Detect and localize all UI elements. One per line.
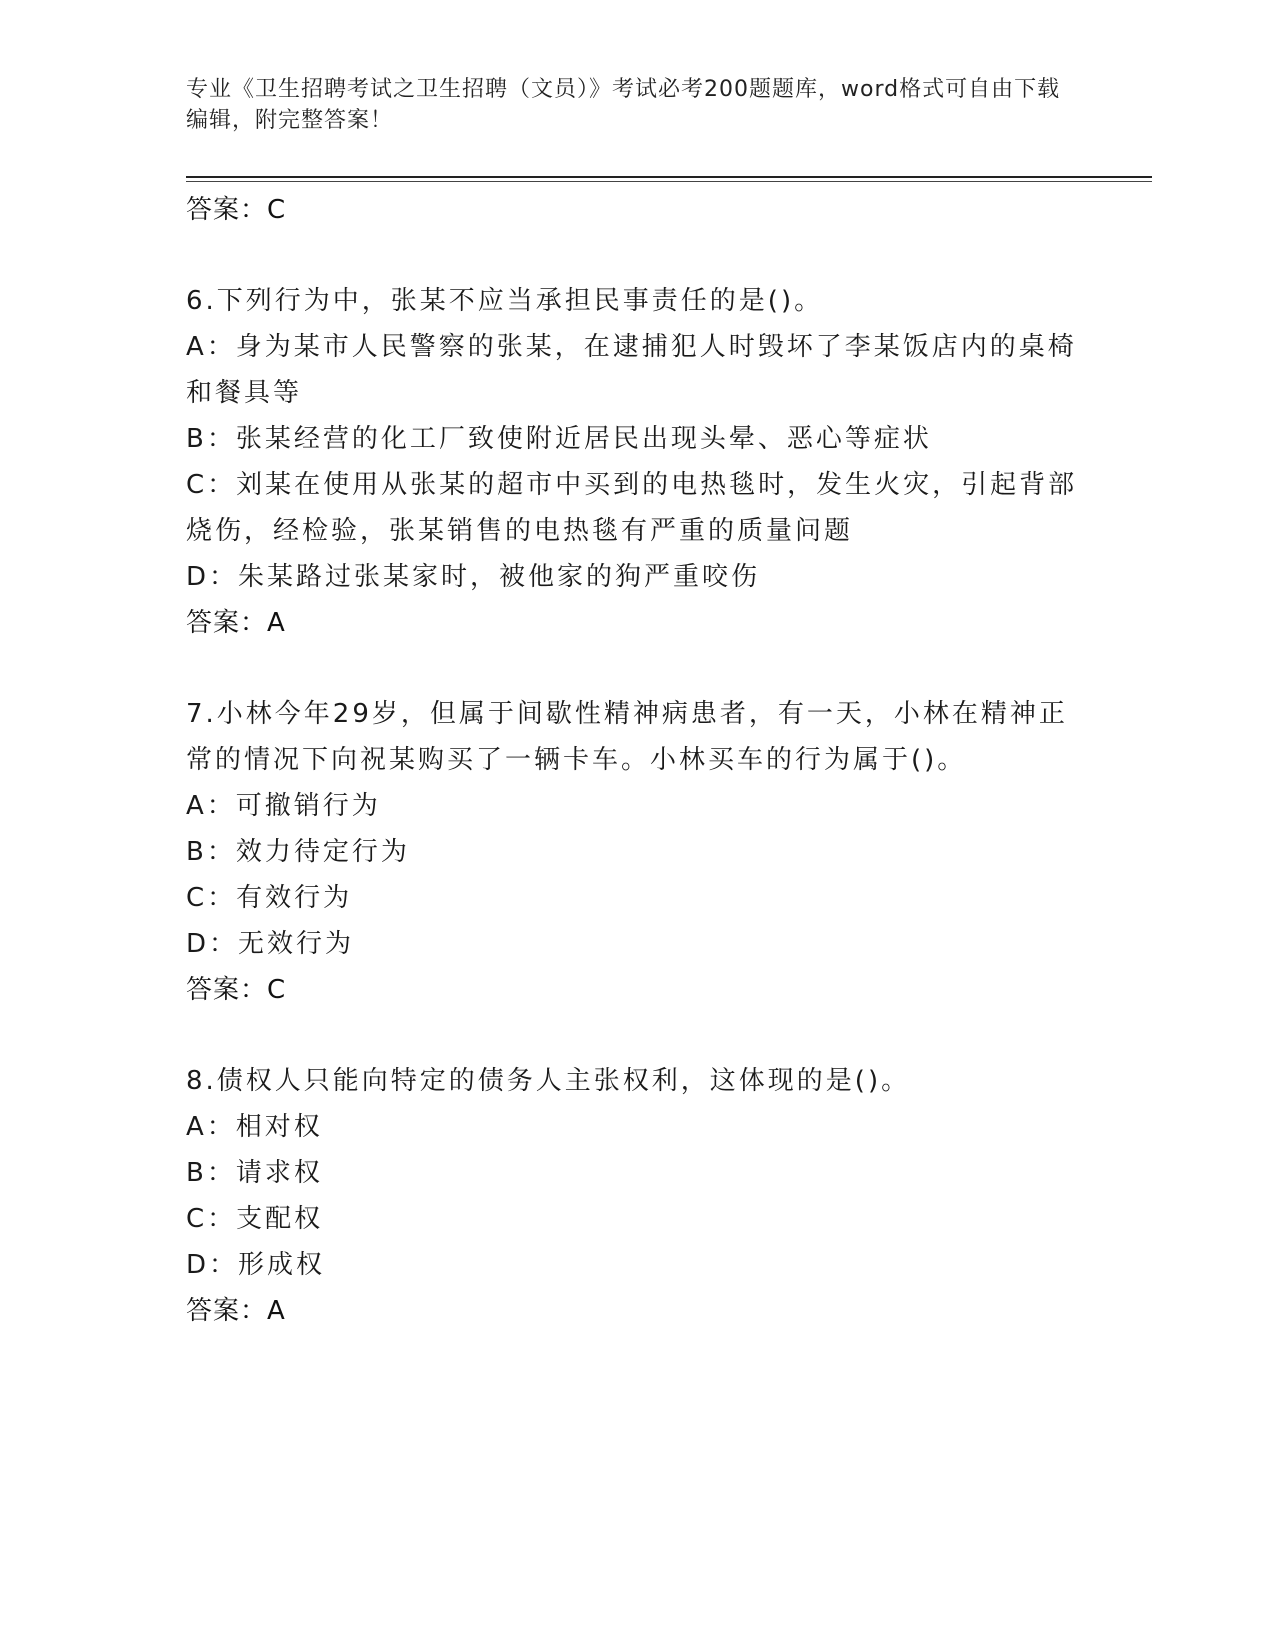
- option-c-continued: 烧伤，经检验，张某销售的电热毯有严重的质量问题: [186, 516, 854, 546]
- option-d: D：无效行为: [186, 929, 355, 959]
- option-a: A：身为某市人民警察的张某，在逮捕犯人时毁坏了李某饭店内的桌椅: [186, 332, 1077, 362]
- option-d: D：形成权: [186, 1250, 326, 1280]
- option-c: C：有效行为: [186, 883, 353, 913]
- spacer: [186, 1013, 1086, 1058]
- question-item: [186, 278, 1086, 646]
- option-b: B：效力待定行为: [186, 837, 410, 867]
- option-c: C：支配权: [186, 1204, 324, 1234]
- answer-line: 答案：C: [186, 195, 287, 225]
- answer-line: 答案：A: [186, 608, 286, 638]
- answer-line: 答案：A: [186, 1296, 286, 1326]
- question-stem: 6.下列行为中，张某不应当承担民事责任的是()。: [186, 286, 824, 316]
- option-a: A：相对权: [186, 1112, 323, 1142]
- option-a-continued: 和餐具等: [186, 378, 303, 408]
- option-c: C：刘某在使用从张某的超市中买到的电热毯时，发生火灾，引起背部: [186, 470, 1078, 500]
- option-b: B：请求权: [186, 1158, 323, 1188]
- spacer: [186, 646, 1086, 691]
- option-d: D：朱某路过张某家时，被他家的狗严重咬伤: [186, 562, 761, 592]
- answer-line: 答案：C: [186, 975, 287, 1005]
- header-text: 专业《卫生招聘考试之卫生招聘（文员）》考试必考200题题库，word格式可自由下载编辑，附完整答案！: [186, 77, 1061, 133]
- question-item: [186, 691, 1086, 1013]
- question-stem-continued: 常的情况下向祝某购买了一辆卡车。小林买车的行为属于()。: [186, 745, 967, 775]
- question-stem: 7.小林今年29岁，但属于间歇性精神病患者，有一天，小林在精神正: [186, 699, 1068, 729]
- option-b: B：张某经营的化工厂致使附近居民出现头晕、恶心等症状: [186, 424, 932, 454]
- question-list: [186, 187, 1086, 1334]
- document-header: [186, 74, 1066, 136]
- question-stem: 8.债权人只能向特定的债务人主张权利，这体现的是()。: [186, 1066, 911, 1096]
- header-divider-thin: [186, 181, 1152, 182]
- question-item: [186, 1058, 1086, 1334]
- spacer: [186, 233, 1086, 278]
- option-a: A：可撤销行为: [186, 791, 381, 821]
- header-divider-thick: [186, 176, 1152, 178]
